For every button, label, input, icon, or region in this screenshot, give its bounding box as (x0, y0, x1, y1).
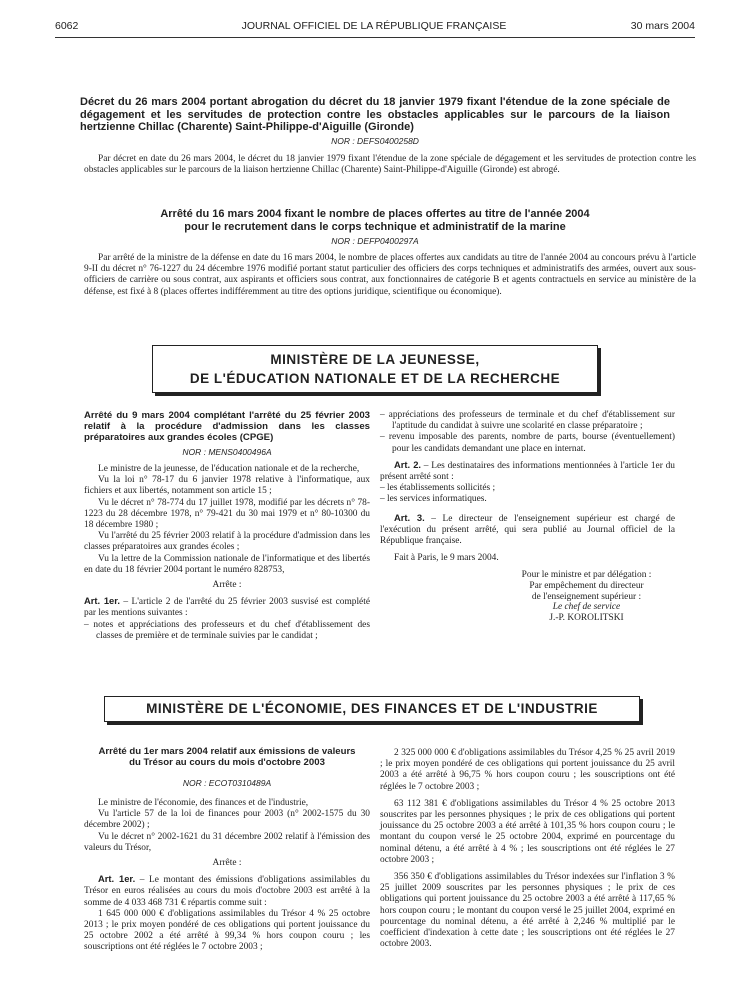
emission-item: 356 350 € d'obligations assimilables du Trésor indexées sur l'inflation 3 % 25 juillet 2009 souscrites par les personnes physiques ; le prix de ces obligations qui portent jouissance du 25 octobre 2003 a été arrêté à 117,65 % hors coupon couru ; le montant du coupon versé le 25 juillet 2004, exprimé en pourcentage du nominal détenu, a été arrêté à 2,246 % multiplié par le coefficient d'indexation à cette date ; les souscriptions ont été réglées le 27 octobre 2003. (380, 872, 675, 950)
arrete3-para: Vu le décret n° 2002-1621 du 31 décembre 2002 relatif à l'émission des valeurs du Trésor, (84, 831, 370, 853)
arrete3-title-line1: Arrêté du 1er mars 2004 relatif aux émissions de valeurs (98, 746, 356, 757)
list-item: – appréciations des professeurs de terminale et du chef d'établissement sur l'aptitude du candidat à suivre une scolarité en classe préparatoire ; (380, 410, 675, 432)
arrete2-art2-text: – Les destinataires des informations mentionnées à l'article 1er du présent arrêté sont : (380, 460, 675, 483)
decree1-text: Par décret en date du 26 mars 2004, le décret du 18 janvier 1979 fixant l'étendue de la zone spéciale de dégagement et les servitudes de protection contre les obstacles applicables sur le parcours de la liaison hertzienne Chillac (Charente) Saint-Philippe-d'Aiguille (Gironde) est abrogé. (84, 154, 696, 176)
arrete2-arrete: Arrête : (212, 580, 242, 591)
ministry-jeunesse-line2: DE L'ÉDUCATION NATIONALE ET DE LA RECHERCHE (189, 371, 561, 386)
signatory-name: J.-P. KOROLITSKI (549, 612, 624, 623)
arrete2-para: Vu la loi n° 78-17 du 6 janvier 1978 relative à l'informatique, aux fichiers et aux libertés, notamment son article 15 ; (84, 475, 370, 497)
arrete1-title-line2: pour le recrutement dans le corps technique et administratif de la marine (184, 220, 566, 233)
signature-line: Le chef de service (552, 602, 621, 613)
arrete2-art2-label: Art. 2. (394, 458, 422, 470)
ministry-economie-line1: MINISTÈRE DE L'ÉCONOMIE, DES FINANCES ET DE L'INDUSTRIE (146, 701, 598, 716)
arrete3-title-line2: du Trésor au cours du mois d'octobre 2003 (129, 757, 325, 768)
ministry-jeunesse-line1: MINISTÈRE DE LA JEUNESSE, (270, 352, 480, 367)
decree1-nor: NOR : DEFS0400258D (331, 136, 419, 146)
arrete2-art3-label: Art. 3. (394, 511, 425, 523)
arrete2-art3-text: – Le directeur de l'enseignement supérieur est chargé de l'exécution du présent arrêté, qui sera publié au Journal officiel de la République française. (380, 513, 675, 547)
arrete3-art1-label: Art. 1er. (98, 873, 136, 885)
emission-item: 2 325 000 000 € d'obligations assimilables du Trésor 4,25 % 25 avril 2019 ; le prix moyen pondéré de ces obligations qui portent jouissance du 25 avril 2003 a été arrêté à 96,75 % hors coupon couru ; les souscriptions ont été réglées le 7 octobre 2003 ; (380, 748, 675, 792)
arrete2-title: Arrêté du 9 mars 2004 complétant l'arrêté du 25 février 2003 relatif à la procédure d'admission dans les classes préparatoires aux grandes écoles (CPGE) (84, 410, 370, 443)
arrete3-title (84, 746, 370, 768)
arrete2-para: Vu la lettre de la Commission nationale de l'informatique et des libertés en date du 18 février 2004 portant le numéro 828753, (84, 553, 370, 575)
arrete2-art1-label: Art. 1er. (84, 595, 120, 607)
arrete3-right-body (380, 748, 675, 950)
arrete3-para: Vu l'article 57 de la loi de finances pour 2003 (n° 2002-1575 du 30 décembre 2002) ; (84, 809, 370, 831)
arrete1-body (84, 253, 696, 298)
arrete2-para: Vu le décret n° 78-774 du 17 juillet 1978, modifié par les décrets n° 78-1223 du 28 décembre 1978, n° 79-421 du 30 mai 1979 et n° 80-10300 du 18 décembre 1980 ; (84, 497, 370, 531)
decree1-title: Décret du 26 mars 2004 portant abrogation du décret du 18 janvier 1979 fixant l'étendue de la zone spéciale de dégagement et les servitudes de protection contre les obstacles applicables sur le parcours de la liaison hertzienne Chillac (Charente) Saint-Philippe-d'Aiguille (Gironde) (80, 96, 670, 133)
header-date: 30 mars 2004 (630, 20, 695, 32)
arrete2-nor: NOR : MENS0400496A (182, 447, 272, 457)
arrete2-signature (380, 570, 675, 623)
decree1-body (84, 154, 696, 176)
arrete2-art1-text: – L'article 2 de l'arrêté du 25 février 2003 susvisé est complété par les mentions suivantes : (84, 597, 370, 619)
arrete3-para: Le ministre de l'économie, des finances et de l'industrie, (98, 798, 309, 808)
arrete2-left-body (84, 464, 370, 642)
journal-title: JOURNAL OFFICIEL DE LA RÉPUBLIQUE FRANÇAISE (241, 20, 507, 32)
arrete2-fait: Fait à Paris, le 9 mars 2004. (394, 553, 499, 564)
arrete3-arrete: Arrête : (212, 858, 242, 869)
arrete1-title (55, 208, 695, 233)
emission-item: 63 112 381 € d'obligations assimilables du Trésor 4 % 25 octobre 2013 souscrites par les personnes physiques ; le prix de ces obligations qui portent jouissance du 25 octobre 2003 a été arrêté à 101,35 % hors coupon couru ; le montant du coupon versé le 25 octobre 2004, exprimé en pourcentage du nominal détenu, a été arrêté à 4 % ; les souscriptions ont été réglées le 27 octobre 2003 ; (380, 798, 675, 865)
arrete1-nor: NOR : DEFP0400297A (331, 236, 419, 246)
signature-line: de l'enseignement supérieur : (531, 591, 642, 602)
arrete2-right-body (380, 410, 675, 623)
emission-item: 1 645 000 000 € d'obligations assimilables du Trésor 4 % 25 octobre 2013 ; le prix moyen pondéré de ces obligations qui portent jouissance du 25 octobre 2002 a été arrêté à 99,34 % hors coupon couru ; les souscriptions ont été réglées le 7 octobre 2003 ; (84, 908, 370, 953)
arrete3-nor: NOR : ECOT0310489A (182, 778, 272, 788)
ministry-economie-box (104, 696, 640, 722)
list-item: – revenu imposable des parents, nombre de parts, bourse (éventuellement) pour les candidats demandant une place en internat. (380, 432, 675, 454)
list-item: – les services informatiques. (380, 494, 487, 505)
signature-line: Pour le ministre et par délégation : (521, 570, 652, 581)
arrete1-title-line1: Arrêté du 16 mars 2004 fixant le nombre de places offertes au titre de l'année 2004 (160, 208, 590, 220)
header-rule (55, 37, 695, 38)
arrete3-art1-text: – Le montant des émissions d'obligations assimilables du Trésor en euros réalisées au cours du mois d'octobre 2003 est arrêté à la somme de 4 033 468 731 € répartis comme suit : (84, 875, 370, 908)
list-item: – les établissements sollicités ; (380, 483, 496, 494)
page-number: 6062 (55, 20, 79, 32)
arrete2-para: Le ministre de la jeunesse, de l'éducation nationale et de la recherche, (98, 464, 360, 474)
signature-line: Par empêchement du directeur (529, 581, 644, 592)
arrete3-left-body (84, 798, 370, 954)
arrete2-para: Vu l'arrêté du 25 février 2003 relatif à la procédure d'admission dans les classes préparatoires aux grandes écoles ; (84, 531, 370, 553)
arrete1-text: Par arrêté de la ministre de la défense en date du 16 mars 2004, le nombre de places offertes aux candidats au titre de l'année 2004 au concours prévu à l'article 9-II du décret n° 76-1227 du 24 décembre 1976 modifié portant statut particulier des officiers des corps techniques et administratifs des armées, ouvert aux sous-officiers de carrière ou sous contrat, aux aspirants et officiers sous contrat, aux fonctionnaires de catégorie B et agents contractuels en service au ministère de la défense, est fixé à 8 (places offertes indifféremment au titre des options juridique, scientifique ou économique). (84, 253, 696, 297)
list-item: – notes et appréciations des professeurs et du chef d'établissement des classes de première et de terminale suivies par le candidat ; (84, 619, 370, 641)
ministry-jeunesse-box (152, 345, 598, 393)
